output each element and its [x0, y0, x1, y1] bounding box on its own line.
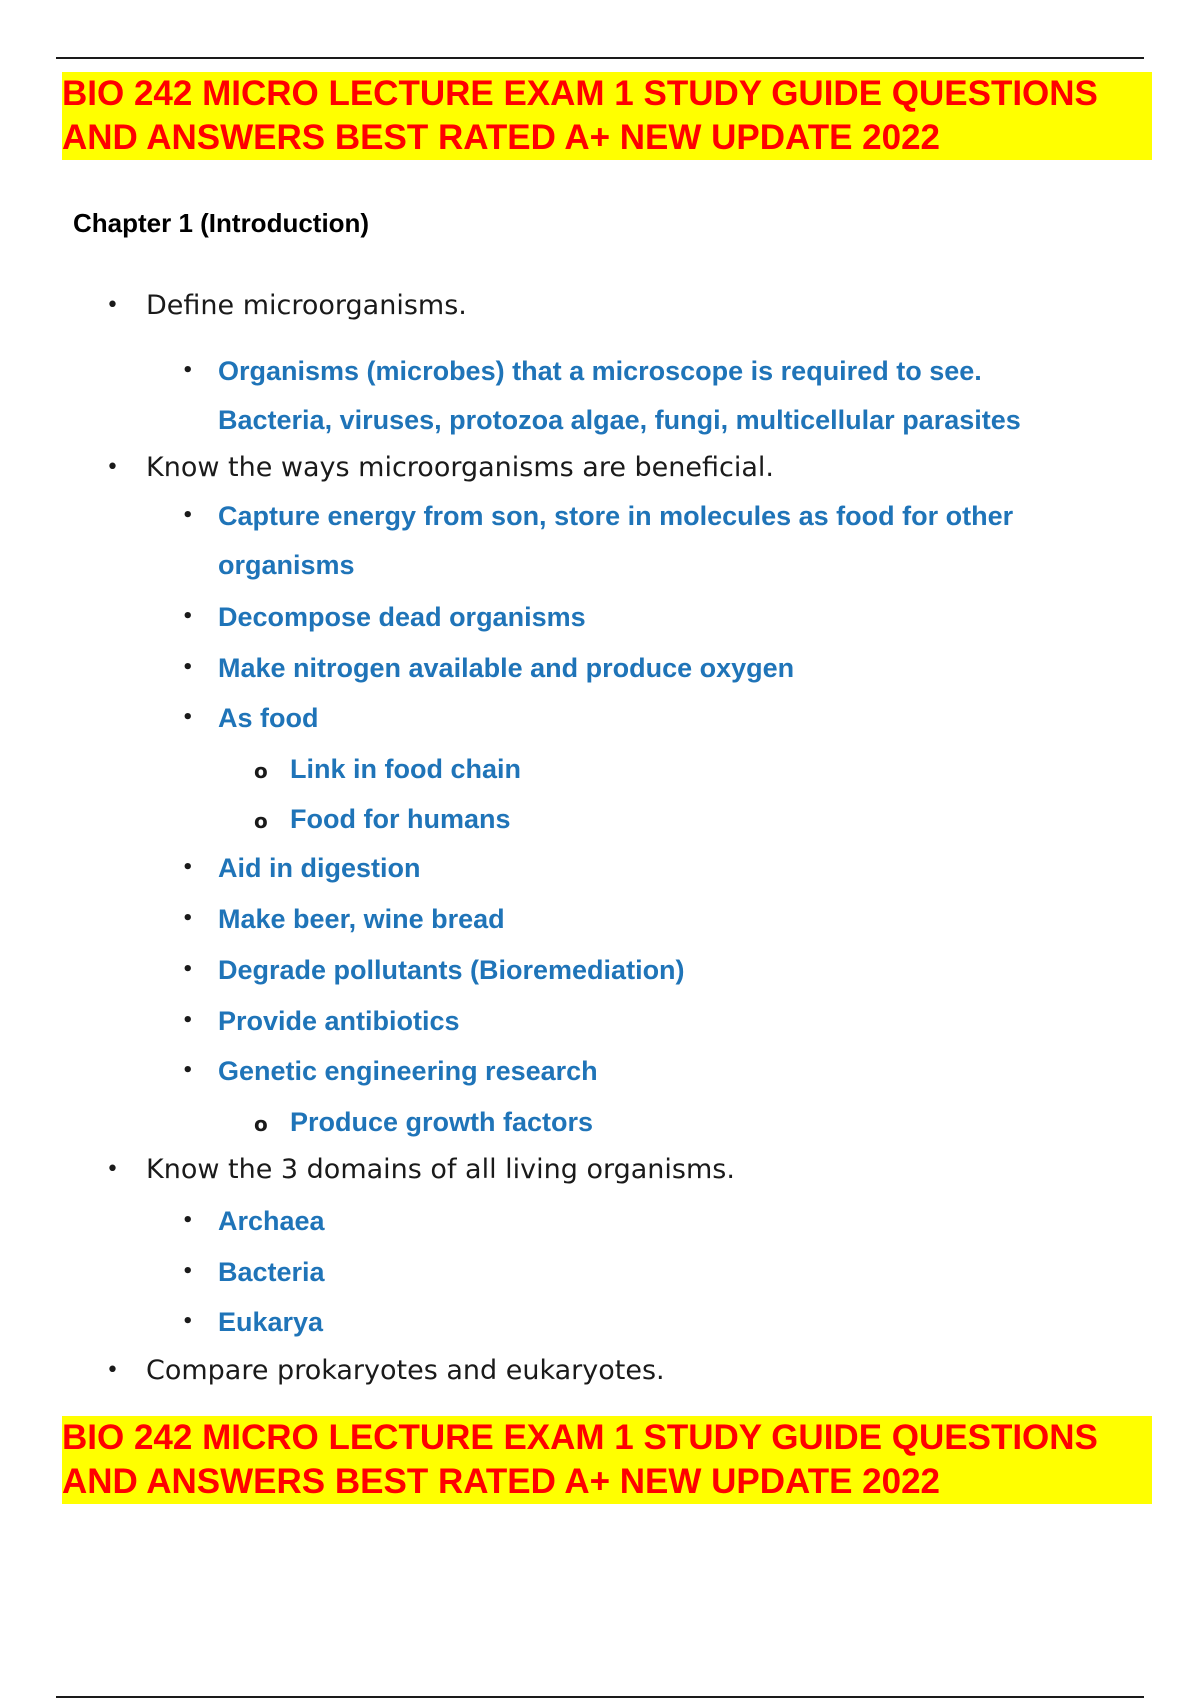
footer-line-2: AND ANSWERS BEST RATED A+ NEW UPDATE 2022: [62, 1462, 941, 1501]
question-text: Know the ways microorganisms are beneficial.: [146, 452, 774, 483]
answer-item: [182, 953, 685, 987]
bottom-rule: [56, 1696, 1144, 1698]
circle-bullet-icon: o: [254, 759, 268, 783]
question-text: Know the 3 domains of all living organisms.: [146, 1154, 735, 1185]
sub-answer-text: Link in food chain: [290, 754, 521, 784]
bullet-icon: •: [182, 908, 194, 929]
footer-line-1: BIO 242 MICRO LECTURE EXAM 1 STUDY GUIDE QUESTIONS: [62, 1418, 1098, 1457]
answer-continuation: [218, 548, 355, 582]
answer-item: [182, 1255, 325, 1289]
question-text: Define microorganisms.: [146, 290, 467, 321]
bullet-icon: •: [182, 360, 194, 381]
answer-text: organisms: [218, 550, 355, 580]
question-three-domains: [106, 1153, 735, 1187]
sub-answer-item: [254, 802, 511, 836]
answer-text: Bacteria: [218, 1257, 325, 1287]
answer-text: Aid in digestion: [218, 853, 421, 883]
question-beneficial-ways: [106, 451, 774, 485]
answer-text: Eukarya: [218, 1307, 324, 1337]
chapter-heading: Chapter 1 (Introduction): [73, 208, 370, 238]
sub-answer-item: [254, 752, 521, 786]
answer-text: Provide antibiotics: [218, 1006, 460, 1036]
answer-continuation: [218, 403, 1021, 437]
answer-item: [182, 902, 505, 936]
bullet-icon: •: [182, 1060, 194, 1081]
top-rule: [56, 57, 1144, 59]
answer-item: [182, 1054, 598, 1088]
sub-answer-text: Food for humans: [290, 804, 511, 834]
answer-item: [182, 651, 795, 685]
bullet-icon: •: [182, 657, 194, 678]
bullet-icon: •: [182, 1010, 194, 1031]
question-text: Compare prokaryotes and eukaryotes.: [146, 1355, 665, 1386]
bullet-icon: •: [106, 1358, 119, 1383]
sub-answer-item: [254, 1105, 594, 1139]
bullet-icon: •: [182, 1311, 194, 1332]
bullet-icon: •: [182, 1261, 194, 1282]
answer-text: Organisms (microbes) that a microscope is required to see.: [218, 356, 982, 386]
sub-answer-text: Produce growth factors: [290, 1107, 594, 1137]
answer-item: [182, 1305, 324, 1339]
page-title-banner: [62, 72, 1152, 160]
bullet-icon: •: [106, 293, 119, 318]
bullet-icon: •: [182, 857, 194, 878]
answer-text: Make beer, wine bread: [218, 904, 505, 934]
answer-text: As food: [218, 703, 319, 733]
bullet-icon: •: [182, 707, 194, 728]
bullet-icon: •: [106, 1157, 119, 1182]
answer-item: [182, 1004, 460, 1038]
circle-bullet-icon: o: [254, 1112, 268, 1136]
answer-text: Degrade pollutants (Bioremediation): [218, 955, 685, 985]
circle-bullet-icon: o: [254, 809, 268, 833]
answer-item: [182, 1204, 325, 1238]
title-line-1: BIO 242 MICRO LECTURE EXAM 1 STUDY GUIDE QUESTIONS: [62, 74, 1098, 113]
answer-item: [182, 499, 1014, 533]
answer-text: Genetic engineering research: [218, 1056, 598, 1086]
answer-text: Capture energy from son, store in molecules as food for other: [218, 501, 1014, 531]
answer-item: [182, 701, 319, 735]
bullet-icon: •: [182, 606, 194, 627]
answer-item: [182, 600, 586, 634]
answer-text: Bacteria, viruses, protozoa algae, fungi, multicellular parasites: [218, 405, 1021, 435]
footer-title-banner: [62, 1416, 1152, 1504]
bullet-icon: •: [182, 1210, 194, 1231]
bullet-icon: •: [182, 505, 194, 526]
answer-text: Decompose dead organisms: [218, 602, 586, 632]
answer-item: [182, 354, 982, 388]
answer-text: Archaea: [218, 1206, 325, 1236]
question-define-microorganisms: [106, 289, 467, 323]
bullet-icon: •: [182, 959, 194, 980]
answer-item: [182, 851, 421, 885]
answer-text: Make nitrogen available and produce oxygen: [218, 653, 795, 683]
question-compare-cells: [106, 1354, 665, 1388]
title-line-2: AND ANSWERS BEST RATED A+ NEW UPDATE 2022: [62, 118, 941, 157]
bullet-icon: •: [106, 455, 119, 480]
